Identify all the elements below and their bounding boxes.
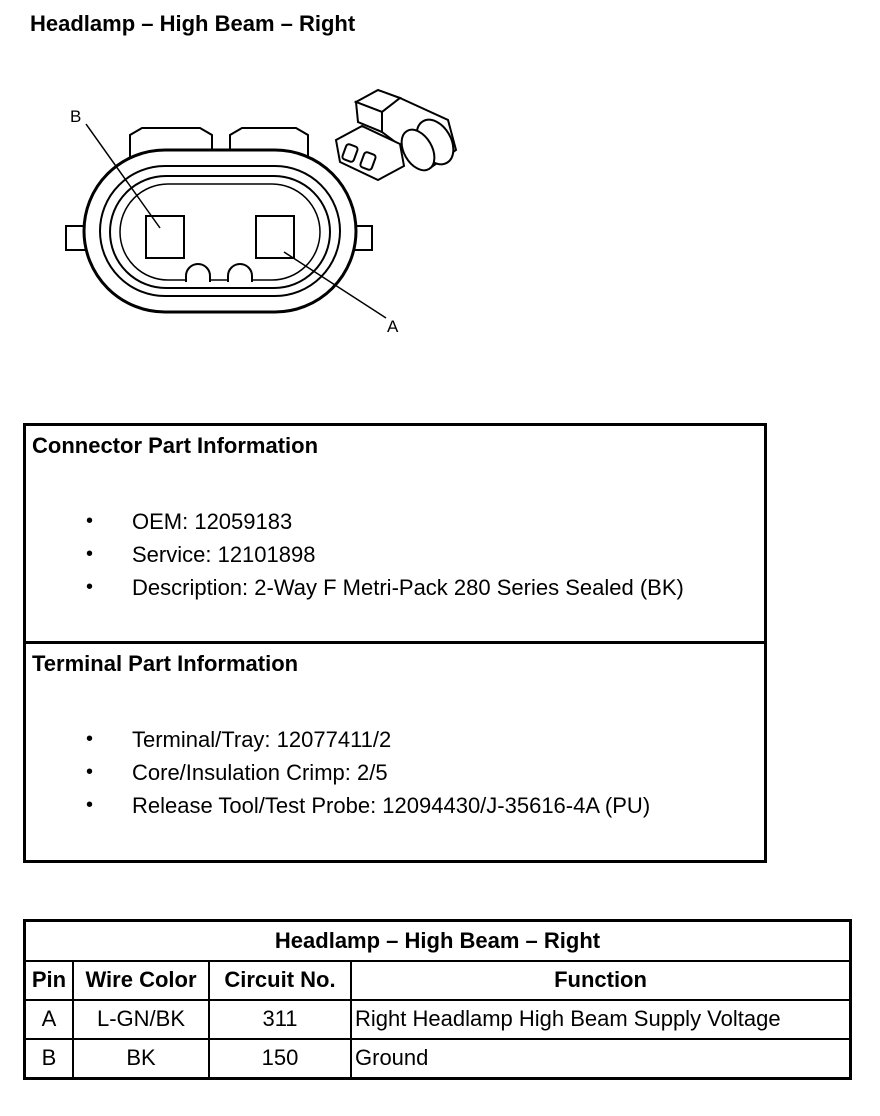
list-item bbox=[26, 789, 650, 822]
table-caption-row bbox=[25, 921, 851, 961]
pin-function-table bbox=[23, 919, 852, 1080]
terminal-release-tool: Release Tool/Test Probe: 12094430/J-35616-4A (PU) bbox=[132, 793, 651, 818]
terminal-tray: Terminal/Tray: 12077411/2 bbox=[132, 727, 392, 752]
part-information-box bbox=[23, 423, 767, 863]
cell-wire-color: BK bbox=[73, 1039, 209, 1079]
cell-wire-color: L-GN/BK bbox=[73, 1000, 209, 1039]
connector-service: Service: 12101898 bbox=[132, 542, 316, 567]
bullet-icon: • bbox=[86, 728, 94, 750]
header-circuit-no: Circuit No. bbox=[209, 961, 351, 1000]
connector-part-information bbox=[26, 426, 764, 644]
table-caption: Headlamp – High Beam – Right bbox=[25, 921, 851, 961]
terminal-crimp: Core/Insulation Crimp: 2/5 bbox=[132, 760, 388, 785]
pin-label-a: A bbox=[387, 317, 399, 336]
cell-circuit-no: 150 bbox=[209, 1039, 351, 1079]
table-row bbox=[25, 1000, 851, 1039]
table-row bbox=[25, 1039, 851, 1079]
terminal-info-title: Terminal Part Information bbox=[32, 651, 299, 676]
header-wire-color: Wire Color bbox=[73, 961, 209, 1000]
cell-pin: A bbox=[25, 1000, 74, 1039]
header-function: Function bbox=[351, 961, 851, 1000]
terminal-part-information bbox=[26, 644, 764, 860]
connector-info-title: Connector Part Information bbox=[32, 433, 319, 458]
connector-perspective-icon bbox=[336, 90, 461, 180]
cell-function: Ground bbox=[351, 1039, 851, 1079]
page-title: Headlamp – High Beam – Right bbox=[30, 11, 356, 36]
cell-circuit-no: 311 bbox=[209, 1000, 351, 1039]
connector-description: Description: 2-Way F Metri-Pack 280 Series Sealed (BK) bbox=[132, 575, 684, 600]
key-right bbox=[228, 264, 252, 282]
table-header-row bbox=[25, 961, 851, 1000]
cavity-b bbox=[146, 216, 184, 258]
cavity-a bbox=[256, 216, 294, 258]
list-item bbox=[26, 723, 650, 756]
pin-label-b: B bbox=[70, 107, 82, 126]
list-item bbox=[26, 538, 684, 571]
connector-info-list bbox=[26, 505, 684, 604]
bullet-icon: • bbox=[86, 510, 94, 532]
header-pin: Pin bbox=[25, 961, 74, 1000]
cell-pin: B bbox=[25, 1039, 74, 1079]
terminal-info-list bbox=[26, 723, 650, 822]
connector-oem: OEM: 12059183 bbox=[132, 509, 293, 534]
list-item bbox=[26, 571, 684, 604]
bullet-icon: • bbox=[86, 761, 94, 783]
bullet-icon: • bbox=[86, 576, 94, 598]
connector-diagram bbox=[0, 80, 520, 360]
list-item bbox=[26, 756, 650, 789]
cell-function: Right Headlamp High Beam Supply Voltage bbox=[351, 1000, 851, 1039]
bullet-icon: • bbox=[86, 794, 94, 816]
list-item bbox=[26, 505, 684, 538]
bullet-icon: • bbox=[86, 543, 94, 565]
key-left bbox=[186, 264, 210, 282]
